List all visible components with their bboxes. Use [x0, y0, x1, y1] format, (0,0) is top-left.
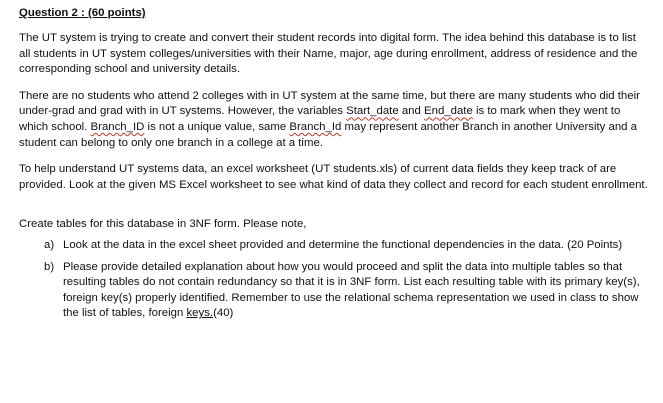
task-item-a [19, 238, 649, 254]
document [19, 6, 649, 328]
task-intro: Create tables for this database in 3NF form. Please note, [19, 218, 307, 231]
task-points: (40) [213, 307, 234, 320]
paragraph-constraints [19, 89, 649, 151]
text-run: may represent another Branch in another University and a student can belong to only one branch in a college at a time. [19, 120, 638, 149]
task-list [19, 238, 649, 322]
paragraph-intro: The UT system is trying to create and convert their student records into digital form. The idea behind this database is to list all students in UT system colleges/universities with their Name, major, age during enrollment, address of residence and the corresponding school and university details. [19, 32, 638, 76]
term-keys: keys. [186, 307, 214, 320]
term-branch-id: Branch_ID [90, 120, 145, 133]
list-marker: b) [44, 260, 55, 273]
text-run: is to mark when they went to which school. [19, 105, 621, 133]
text-run: is not a unique value, same [144, 120, 290, 133]
list-marker: a) [44, 238, 55, 251]
task-text: Please provide detailed explanation about how you would proceed and split the data into multiple tables so that resulting tables do not contain redundancy so that it is in 3NF form. List each resulting table with its primary key(s), foreign key(s) properly identified. Remember to use the relational schema representation we used in class to show the list of tables, foreign [63, 260, 640, 320]
term-branch-id-2: Branch_Id [289, 120, 342, 133]
term-start-date: Start_date [346, 105, 399, 118]
task-text: Look at the data in the excel sheet provided and determine the functional dependencies in the data. (20 Points) [63, 238, 623, 251]
text-run: and [398, 105, 425, 118]
question-title: Question 2 : (60 points) [19, 7, 146, 19]
task-item-b [19, 260, 649, 322]
term-end-date: End_date [424, 105, 473, 118]
paragraph-worksheet: To help understand UT systems data, an excel worksheet (UT students.xls) of current data fields they keep track of are provided. Look at the given MS Excel worksheet to see what kind of data they collect and record for each student enrollment. [19, 163, 648, 191]
text-run: There are no students who attend 2 colleges with in UT system at the same time, but there are many students who did their under-grad and grad with in UT systems. However, the variables [19, 89, 640, 118]
